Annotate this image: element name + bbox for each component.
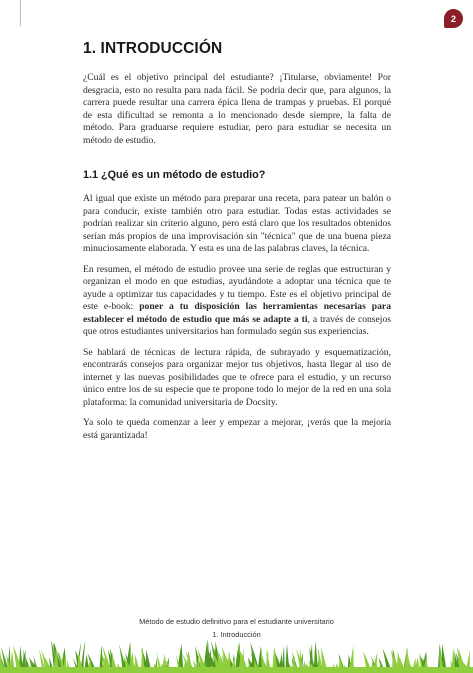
summary-bold-text: poner a tu disposición las herramientas necesarias para establecer el método de estudio que más se adapte a ti	[83, 301, 391, 325]
paragraph-summary	[83, 264, 391, 339]
section-heading: 1.1 ¿Qué es un método de estudio?	[83, 169, 266, 181]
chapter-title: 1. INTRODUCCIÓN	[83, 40, 223, 57]
paragraph-techniques: Se hablará de técnicas de lectura rápida, de subrayado y esquematización, encontrarás consejos para organizar mejor tus objetivos, hasta llegar al uso de internet y las nuevas posibilidades que te ofrece para el estudio, y un recurso único entre los de su especie que te propone todo lo mejor de la red en una sola plataforma: la comunidad universitaria de Docsity.	[83, 346, 391, 408]
page-margin-rule	[20, 0, 21, 26]
paragraph-recipe: Al igual que existe un método para preparar una receta, para patear un balón o para conducir, existe también otro para estudiar. Todas estas actividades se podrían realizar sin criterio alguno, pero está claro que los resultados obtenidos serían más propios de una improvisación sin "técnica" que de una buena pieza minuciosamente elaborada. Y esta es una de las palabras claves, la técnica.	[83, 193, 391, 254]
footer-chapter: 1. Introducción	[212, 630, 261, 639]
footer-book-title: Método de estudio definitivo para el estudiante universitario	[139, 617, 334, 626]
grass-decoration	[0, 625, 473, 673]
page-number-badge: 2	[444, 9, 463, 28]
grass-base	[0, 667, 473, 673]
summary-text-end: , a través de consejos que otros estudiantes universitarios han formulado según sus experiencias.	[83, 313, 391, 337]
intro-paragraph: ¿Cuál es el objetivo principal del estudiante? ¡Titularse, obviamente! Por desgracia, esto no resulta para nada fácil. Se podría decir que, para algunos, la carrera puede resultar una carrera épica llena de trampas y pruebas. El porqué de esta dificultad se remonta a lo mencionado desde siempre, la falta de método. Para graduarse requiere estudiar, pero para estudiar se necesita un método de estudio.	[83, 72, 391, 146]
page-content	[83, 40, 391, 450]
paragraph-closing: Ya solo te queda comenzar a leer y empezar a mejorar, ¡verás que la mejoría está garantizada!	[83, 417, 391, 441]
summary-text-start: En resumen, el método de estudio provee una serie de reglas que estructuran y organizan el modo en que estudias, ayudándote a adoptar una técnica que te ayude a optimizar tus capacidades y tu tiempo. Este es el objetivo principal de este e-book:	[83, 263, 391, 312]
